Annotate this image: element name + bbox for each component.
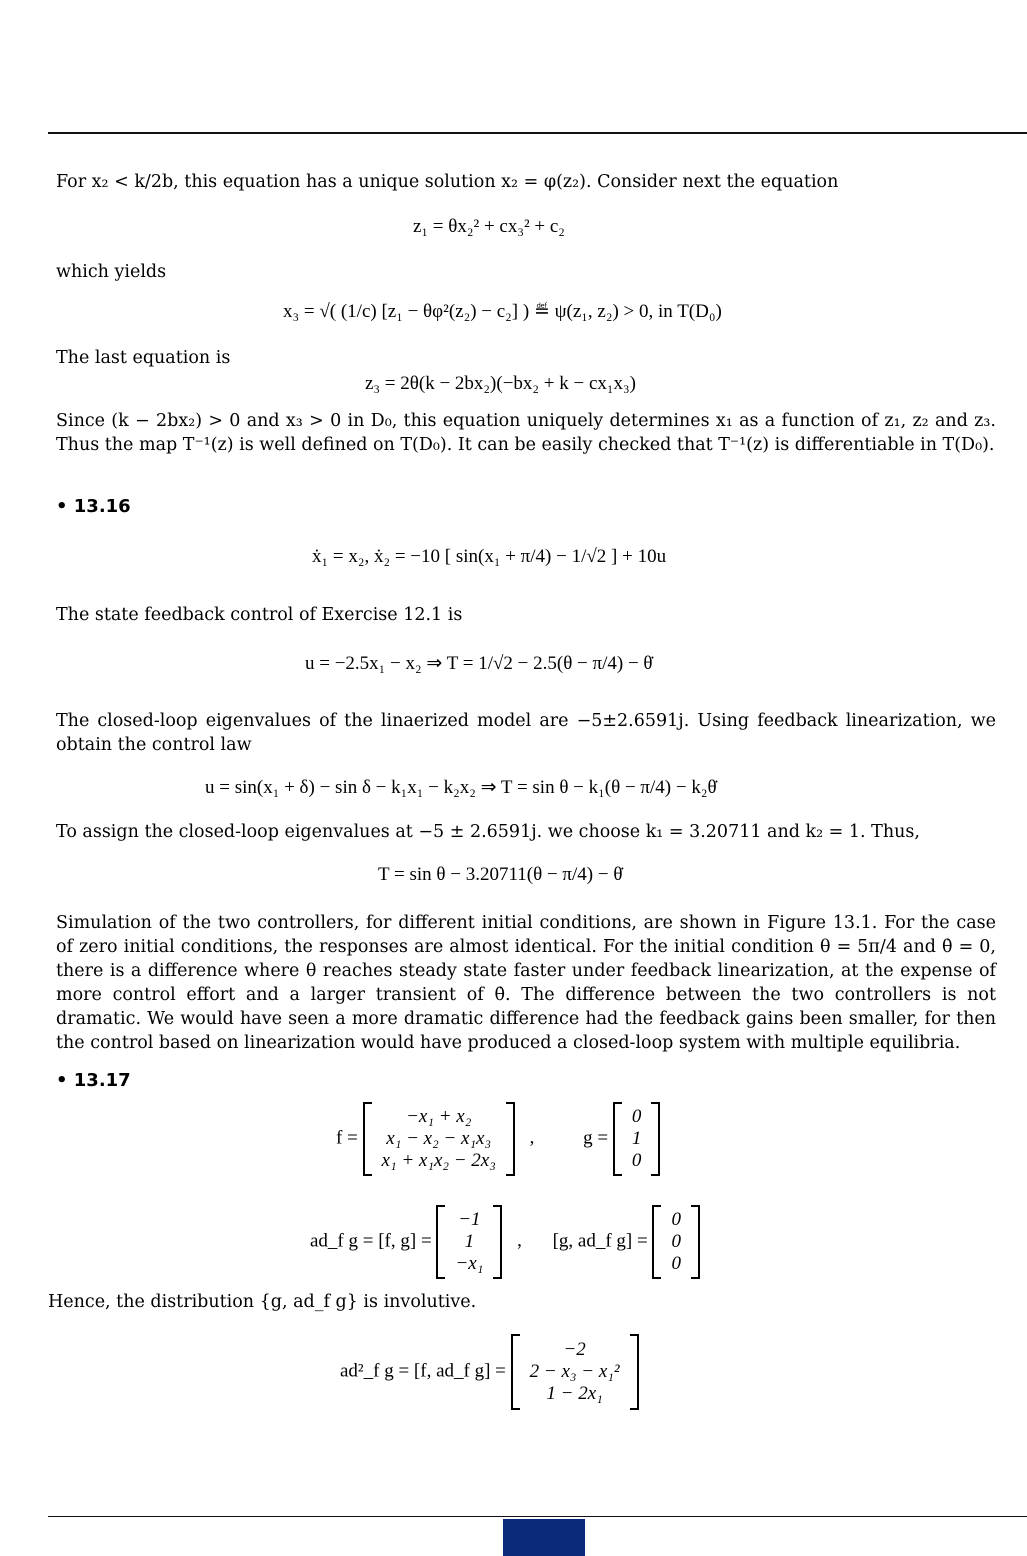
comma: , xyxy=(529,1127,535,1149)
equation-dynamics: ẋ₁ = x₂, ẋ₂ = −10 [ sin(x₁ + π/4) − 1/√2 ] + 10u xyxy=(312,546,667,567)
comma: , xyxy=(517,1230,522,1252)
text-last-equation: The last equation is xyxy=(56,348,231,368)
header-rule xyxy=(48,132,1027,134)
right-bracket xyxy=(651,1102,660,1176)
adfg-row-3: −x₁ xyxy=(455,1253,484,1274)
equation-u2: u = sin(x₁ + δ) − sin δ − k₁x₁ − k₂x₂ ⇒ T = sin θ − k₁(θ − π/4) − k₂θ̇ xyxy=(205,777,717,798)
heading-13-16: • 13.16 xyxy=(56,496,131,517)
adfg-row-2: 1 xyxy=(464,1231,475,1252)
equation-z1: z₁ = θx₂² + cx₃² + c₂ xyxy=(413,216,565,237)
f-label: f = xyxy=(336,1127,358,1149)
adfg-row-1: −1 xyxy=(458,1209,481,1230)
g-vector xyxy=(613,1102,661,1176)
left-bracket xyxy=(363,1102,372,1176)
g-adfg-row-1: 0 xyxy=(671,1209,681,1230)
right-bracket xyxy=(691,1205,700,1279)
ad2-label: ad²_f g = [f, ad_f g] = xyxy=(340,1360,506,1382)
g-adfg-row-2: 0 xyxy=(671,1231,681,1252)
equation-f-g xyxy=(336,1102,660,1176)
ad2-row-1: −2 xyxy=(563,1339,586,1360)
left-bracket xyxy=(652,1205,661,1279)
page-number-box xyxy=(503,1519,585,1556)
paragraph-2: Since (k − 2bx₂) > 0 and x₃ > 0 in D₀, this equation uniquely determines x₁ as a function of z₁, z₂ and z₃. Thus the map T⁻¹(z) is well defined on T(D₀). It can be easily checked that T⁻¹(z) is differentiable in T(D₀). xyxy=(56,411,996,455)
ad2-row-2: 2 − x₃ − x₁² xyxy=(529,1361,620,1382)
equation-adfg xyxy=(310,1205,700,1279)
paragraph-4: To assign the closed-loop eigenvalues at −5 ± 2.6591j. we choose k₁ = 3.20711 and k₂ = 1. Thus, xyxy=(56,822,920,842)
equation-x3: x₃ = √( (1/c) [z₁ − θφ²(z₂) − c₂] ) ≝ ψ(z₁, z₂) > 0, in T(D₀) xyxy=(283,301,722,322)
f-row-2: x₁ − x₂ − x₁x₃ xyxy=(386,1128,492,1149)
right-bracket xyxy=(493,1205,502,1279)
text-state-feedback: The state feedback control of Exercise 12.1 is xyxy=(56,605,463,625)
paragraph-1: For x₂ < k/2b, this equation has a unique solution x₂ = φ(z₂). Consider next the equation xyxy=(56,172,839,192)
left-bracket xyxy=(511,1334,520,1410)
f-vector-body xyxy=(372,1106,506,1172)
adfg-vector-body xyxy=(445,1209,493,1275)
ad2-row-3: 1 − 2x₁ xyxy=(546,1383,603,1404)
g-label: g = xyxy=(583,1127,609,1149)
paragraph-5: Simulation of the two controllers, for different initial conditions, are shown in Figure 13.1. For the case of zero initial conditions, the responses are almost identical. For the initial condition θ = 5π/4 and θ̇ = 0, there is a difference where θ reaches steady state faster under feedback linearization, at the expense of more control effort and a larger transient of θ̇. The difference between the two controllers is not dramatic. We would have seen a more dramatic difference had the feedback gains been smaller, for then the control based on linearization would have produced a closed-loop system with multiple equilibria. xyxy=(56,913,996,1053)
f-row-1: −x₁ + x₂ xyxy=(406,1106,472,1127)
g-row-2: 1 xyxy=(631,1128,642,1149)
equation-T: T = sin θ − 3.20711(θ − π/4) − θ̇ xyxy=(378,864,623,885)
g-row-1: 0 xyxy=(631,1106,642,1127)
left-bracket xyxy=(436,1205,445,1279)
paragraph-3: The closed-loop eigenvalues of the linaerized model are −5±2.6591j. Using feedback linearization, we obtain the control law xyxy=(56,711,996,755)
g-adfg-row-3: 0 xyxy=(671,1253,681,1274)
adfg-label: ad_f g = [f, g] = xyxy=(310,1230,432,1252)
f-row-3: x₁ + x₁x₂ − 2x₃ xyxy=(381,1150,496,1171)
g-vector-body xyxy=(622,1106,652,1172)
ad2-vector-body xyxy=(520,1339,630,1405)
adfg-vector xyxy=(436,1205,502,1279)
g-adfg-label: [g, ad_f g] = xyxy=(552,1230,648,1252)
text-which-yields: which yields xyxy=(56,262,167,282)
right-bracket xyxy=(506,1102,515,1176)
equation-u1: u = −2.5x₁ − x₂ ⇒ T = 1/√2 − 2.5(θ − π/4) − θ̇ xyxy=(305,653,653,674)
equation-z3: z₃ = 2θ(k − 2bx₂)(−bx₂ + k − cx₁x₃) xyxy=(365,373,636,394)
f-vector xyxy=(363,1102,515,1176)
heading-13-17: • 13.17 xyxy=(56,1070,131,1091)
right-bracket xyxy=(630,1334,639,1410)
footer-rule xyxy=(48,1516,1027,1517)
g-row-3: 0 xyxy=(631,1150,642,1171)
g-adfg-vector xyxy=(652,1205,700,1279)
ad2-vector xyxy=(511,1334,639,1410)
g-adfg-vector-body xyxy=(661,1209,691,1275)
left-bracket xyxy=(613,1102,622,1176)
text-hence: Hence, the distribution {g, ad_f g} is involutive. xyxy=(48,1292,477,1312)
equation-ad2fg xyxy=(340,1334,639,1410)
